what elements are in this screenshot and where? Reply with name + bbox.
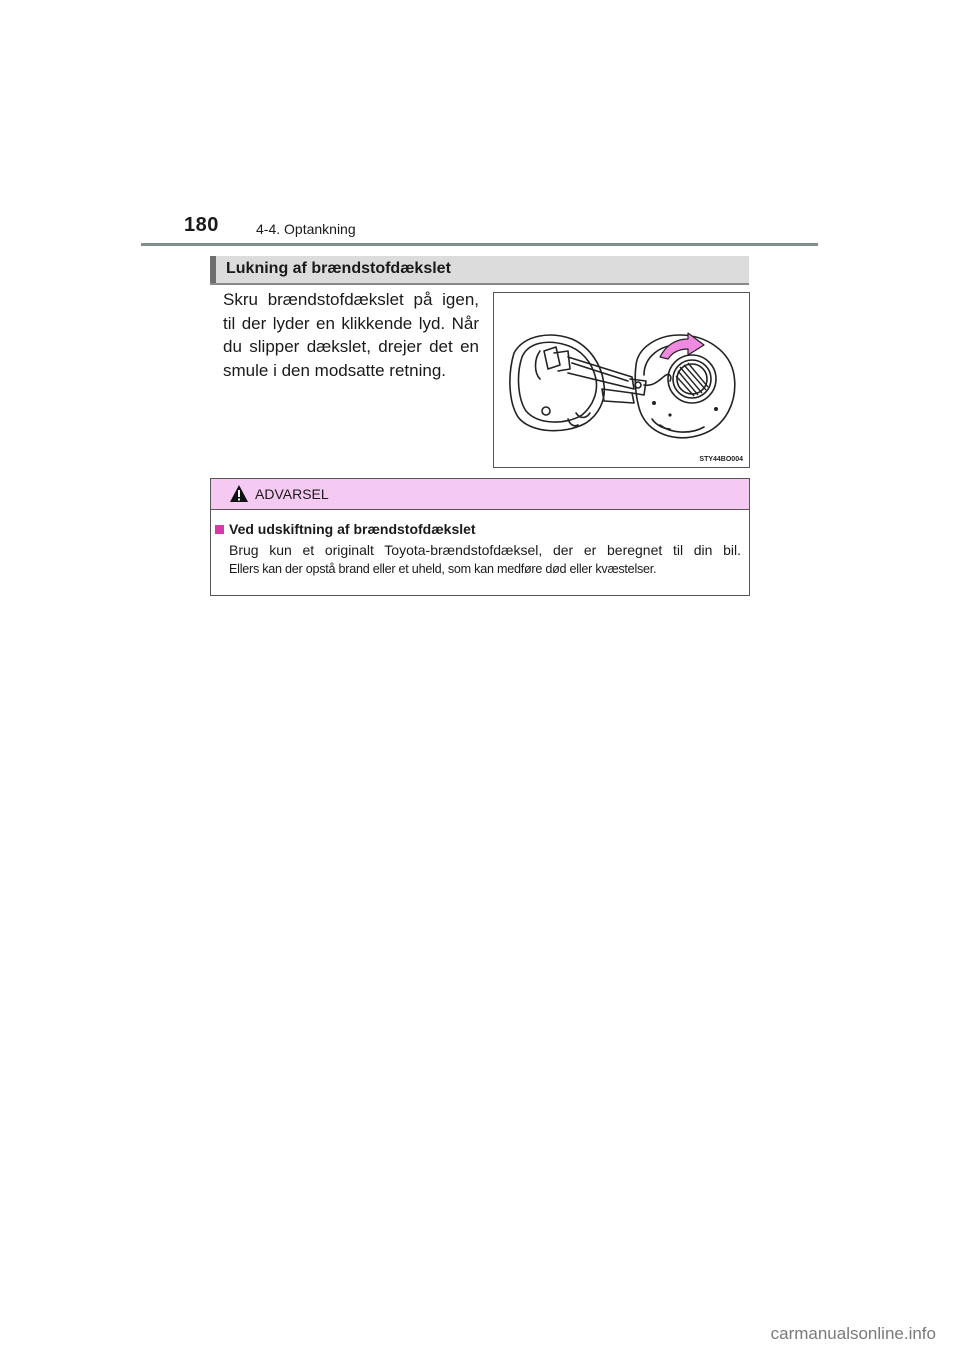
- page-number: 180: [184, 214, 219, 236]
- subheading-title: Lukning af brændstofdækslet: [226, 260, 451, 277]
- square-bullet-icon: [215, 525, 224, 534]
- fuel-cap-illustration: [493, 292, 750, 468]
- watermark: carmanualsonline.info: [770, 1324, 936, 1343]
- warning-box: [210, 478, 750, 596]
- figure-code: STY44BO004: [699, 456, 743, 463]
- warning-header: [211, 479, 749, 510]
- warning-item-heading: [215, 521, 476, 537]
- section-label: 4-4. Optankning: [256, 221, 356, 237]
- warning-title: ADVARSEL: [255, 486, 329, 502]
- warning-triangle-icon: [229, 484, 249, 503]
- body-paragraph: Skru brændstofdækslet på igen, til der lyder en klikkende lyd. Når du slipper dækslet, drejer det en smule i den modsatte retning.: [223, 290, 479, 380]
- subheading-accent: [210, 256, 216, 283]
- subheading-bar: [210, 256, 749, 285]
- warning-item-text: Ved udskiftning af brændstofdækslet: [229, 521, 476, 537]
- fuel-door-drawing: [494, 293, 749, 467]
- header-rule: [141, 243, 818, 246]
- warning-body-line-2: Ellers kan der opstå brand eller et uheld, som kan medføre død eller kvæstelser.: [229, 562, 657, 576]
- warning-body-line-1: Brug kun et originalt Toyota-brændstofdæksel, der er beregnet til din bil.: [229, 542, 741, 558]
